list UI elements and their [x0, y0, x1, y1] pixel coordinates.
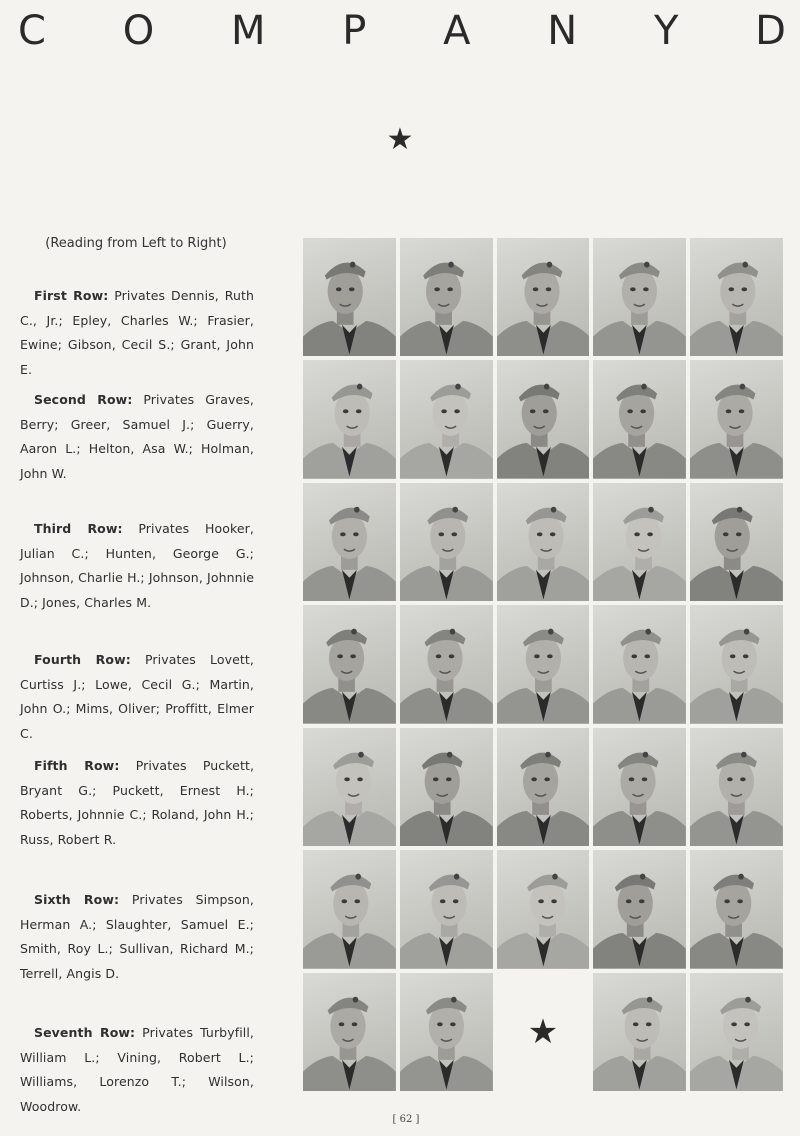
row-names: Privates Puckett, Bryant G.; Puckett, Ernest H.; Roberts, Johnnie C.; Roland, John H.; Russ, Robert R.: [20, 758, 255, 847]
star-cell: [497, 973, 590, 1091]
portrait-photo: [400, 728, 493, 846]
row-names: Privates Dennis, Ruth C., Jr.; Epley, Charles W.; Frasier, Ewine; Gibson, Cecil S.; Grant, John E.: [20, 288, 254, 377]
row-caption-5: [20, 754, 254, 852]
portrait-photo: [593, 360, 686, 478]
portrait-photo: [303, 360, 396, 478]
row-caption-3: [20, 517, 254, 615]
row-caption-2: [20, 388, 254, 486]
portrait-photo: [400, 238, 493, 356]
portrait-photo: [593, 973, 686, 1091]
portrait-photo: [497, 360, 590, 478]
portrait-grid: [303, 238, 783, 1091]
title-letter: Y: [653, 8, 679, 54]
portrait-photo: [303, 850, 396, 968]
row-caption-4: [20, 648, 254, 746]
portrait-photo: [400, 850, 493, 968]
portrait-photo: [497, 728, 590, 846]
page-title: [18, 8, 786, 54]
portrait-photo: [400, 973, 493, 1091]
portrait-photo: [400, 483, 493, 601]
row-lead: Second Row:: [34, 392, 133, 407]
portrait-photo: [400, 360, 493, 478]
title-letter: O: [122, 8, 155, 54]
page-number: [ 62 ]: [392, 1114, 420, 1125]
title-letter: D: [755, 8, 786, 54]
portrait-photo: [690, 605, 783, 723]
row-caption-1: [20, 284, 254, 382]
title-letter: P: [342, 8, 367, 54]
portrait-photo: [690, 728, 783, 846]
portrait-photo: [593, 728, 686, 846]
portrait-photo: [400, 605, 493, 723]
row-names: Privates Simpson, Herman A.; Slaughter, Samuel E.; Smith, Roy L.; Sullivan, Richard M.; Terrell, Angis D.: [20, 892, 255, 981]
portrait-photo: [303, 483, 396, 601]
row-lead: First Row:: [34, 288, 109, 303]
title-letter: A: [443, 8, 471, 54]
reading-caption: (Reading from Left to Right): [45, 236, 227, 251]
portrait-photo: [593, 605, 686, 723]
portrait-photo: [497, 238, 590, 356]
row-lead: Third Row:: [34, 521, 123, 536]
portrait-photo: [690, 483, 783, 601]
portrait-photo: [593, 238, 686, 356]
row-names: Privates Lovett, Curtiss J.; Lowe, Cecil G.; Martin, John O.; Mims, Oliver; Proffitt, Elmer C.: [20, 652, 254, 741]
portrait-photo: [593, 850, 686, 968]
portrait-photo: [303, 238, 396, 356]
row-lead: Sixth Row:: [34, 892, 120, 907]
portrait-photo: [593, 483, 686, 601]
row-lead: Seventh Row:: [34, 1025, 136, 1040]
portrait-photo: [303, 973, 396, 1091]
row-lead: Fifth Row:: [34, 758, 120, 773]
portrait-photo: [690, 360, 783, 478]
title-letter: N: [547, 8, 578, 54]
portrait-photo: [690, 973, 783, 1091]
row-lead: Fourth Row:: [34, 652, 131, 667]
portrait-photo: [303, 728, 396, 846]
row-caption-7: [20, 1021, 254, 1119]
title-letter: C: [18, 8, 46, 54]
star-icon: ★: [527, 1011, 559, 1052]
row-names: Privates Hooker, Julian C.; Hunten, George G.; Johnson, Charlie H.; Johnson, Johnnie D.; Jones, Charles M.: [20, 521, 254, 610]
title-letter: M: [230, 8, 266, 54]
portrait-photo: [497, 850, 590, 968]
portrait-photo: [303, 605, 396, 723]
row-caption-6: [20, 888, 254, 986]
portrait-photo: [497, 483, 590, 601]
portrait-photo: [690, 850, 783, 968]
row-names: Privates Graves, Berry; Greer, Samuel J.; Guerry, Aaron L.; Helton, Asa W.; Holman, John W.: [20, 392, 254, 481]
star-icon: ★: [386, 122, 414, 157]
row-names: Privates Turbyfill, William L.; Vining, Robert L.; Williams, Lorenzo T.; Wilson, Woodrow.: [20, 1025, 255, 1114]
portrait-photo: [497, 605, 590, 723]
portrait-photo: [690, 238, 783, 356]
